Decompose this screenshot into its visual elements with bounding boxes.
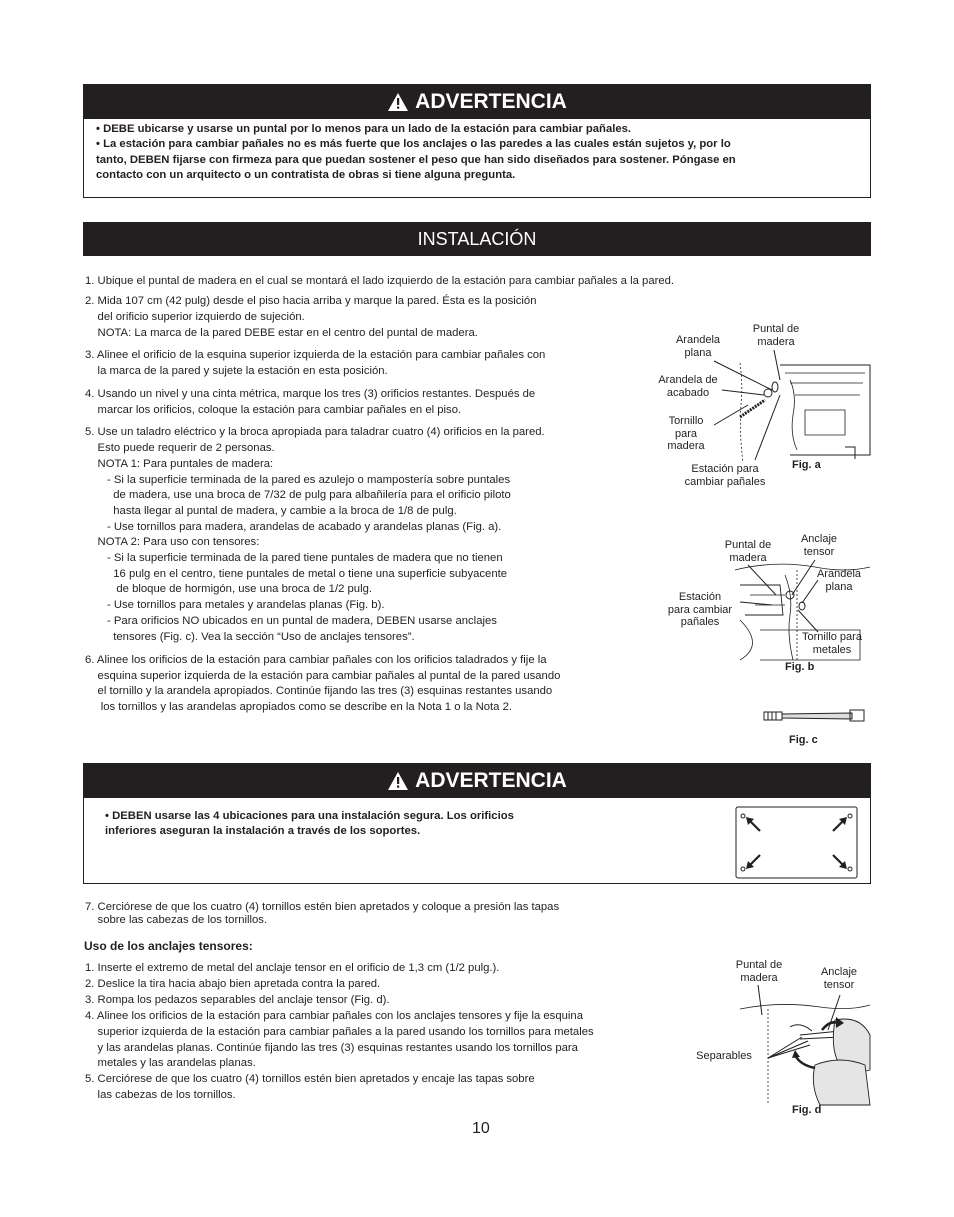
warning-header <box>84 764 870 798</box>
warning-line: contacto con un arquitecto o un contratista de obras si tiene alguna pregunta. <box>96 169 516 182</box>
step-line: 3. Rompa los pedazos separables del anclaje tensor (Fig. d). <box>85 994 390 1006</box>
fig-d-caption: Fig. d <box>792 1104 822 1116</box>
step-line: 3. Alinee el orificio de la esquina superior izquierda de la estación para cambiar pañales con <box>85 349 546 361</box>
step-line: - Use tornillos para madera, arandelas de acabado y arandelas planas (Fig. a). <box>85 521 502 533</box>
page-number: 10 <box>472 1120 490 1137</box>
step-line: superior izquierda de la estación para cambiar pañales a la pared usando los tornillos para metales <box>85 1026 594 1038</box>
step-line: 1. Ubique el puntal de madera en el cual se montará el lado izquierdo de la estación para cambiar pañales a la pared. <box>85 275 675 287</box>
step-line: NOTA 2: Para uso con tensores: <box>85 536 260 548</box>
step-line: 5. Cerciórese de que los cuatro (4) tornillos estén bien apretados y encaje las tapas sobre <box>85 1073 535 1085</box>
step-line: y las arandelas planas. Continúe fijando las tres (3) esquinas restantes usando los tornillos para <box>85 1042 578 1054</box>
step-line: sobre las cabezas de los tornillos. <box>85 914 268 926</box>
step-line: 1. Inserte el extremo de metal del anclaje tensor en el orificio de 1,3 cm (1/2 pulg.). <box>85 962 500 974</box>
step-line: 4. Usando un nivel y una cinta métrica, marque los tres (3) orificios restantes. Después de <box>85 388 536 400</box>
step-line: hasta llegar al puntal de madera, y cambie a la broca de 1/8 de pulg. <box>85 505 457 517</box>
warning-line: • DEBE ubicarse y usarse un puntal por lo menos para un lado de la estación para cambiar pañales. <box>96 123 632 135</box>
section-header-instalacion <box>83 222 871 256</box>
warning-box-bottom <box>83 763 871 884</box>
step-line: metales y las arandelas planas. <box>85 1057 256 1069</box>
step-line: marcar los orificios, coloque la estación para cambiar pañales en el piso. <box>85 404 462 416</box>
step-line: los tornillos y las arandelas apropiados como se describe en la Nota 1 o la Nota 2. <box>85 701 513 713</box>
step-line: 2. Mida 107 cm (42 pulg) desde el piso hacia arriba y marque la pared. Ésta es la posición <box>85 295 537 307</box>
step-line: - Use tornillos para metales y arandelas planas (Fig. b). <box>85 599 385 611</box>
step-line: 2. Deslice la tira hacia abajo bien apretada contra la pared. <box>85 978 381 990</box>
warning-header <box>84 85 870 119</box>
label-puntal-de-madera-b: Puntal de madera <box>724 539 772 564</box>
label-puntal-de-madera: Puntal de madera <box>752 323 800 348</box>
label-arandela-plana: Arandela plana <box>675 334 721 359</box>
step-line: 4. Alinee los orificios de la estación para cambiar pañales con los anclajes tensores y fije la esquina <box>85 1010 583 1022</box>
label-separables: Separables <box>696 1050 752 1062</box>
step-line: de bloque de hormigón, use una broca de 1/2 pulg. <box>85 583 373 595</box>
step-line: de madera, use una broca de 7/32 de pulg para albañilería para el orificio piloto <box>85 489 511 501</box>
step-line: del orificio superior izquierdo de sujeción. <box>85 311 305 323</box>
step-line: Esto puede requerir de 2 personas. <box>85 442 275 454</box>
step-line: 6. Alinee los orificios de la estación para cambiar pañales con los orificios taladrados y fije la <box>85 654 547 666</box>
step-line: esquina superior izquierda de la estación para cambiar pañales al puntal de la pared usando <box>85 670 561 682</box>
step-line: NOTA 1: Para puntales de madera: <box>85 458 274 470</box>
step-line: las cabezas de los tornillos. <box>85 1089 236 1101</box>
anchors-heading: Uso de los anclajes tensores: <box>84 939 253 953</box>
label-anclaje-tensor-b: Anclaje tensor <box>800 533 838 558</box>
label-estacion-b: Estación para cambiar pañales <box>667 591 733 628</box>
warning-triangle-icon <box>387 771 409 791</box>
warning-line: tanto, DEBEN fijarse con firmeza para que puedan sostener el peso que han sido diseñados para sostener. Póngase en <box>96 153 736 166</box>
label-anclaje-tensor-d: Anclaje tensor <box>820 966 858 991</box>
fig-b-caption: Fig. b <box>785 661 815 673</box>
step-line: - Si la superficie terminada de la pared es azulejo o mampostería sobre puntales <box>85 474 511 486</box>
warning-title: ADVERTENCIA <box>415 90 567 113</box>
warning-title: ADVERTENCIA <box>415 769 567 792</box>
warning-box-top <box>83 84 871 198</box>
warning-line: inferiores aseguran la instalación a través de los soportes. <box>105 825 421 838</box>
label-arandela-de-acabado: Arandela de acabado <box>658 374 718 399</box>
step-line: la marca de la pared y sujete la estación en esta posición. <box>85 365 388 377</box>
label-estacion-para-cambiar: Estación para cambiar pañales <box>684 463 766 488</box>
label-puntal-de-madera-d: Puntal de madera <box>735 959 783 984</box>
section-title: INSTALACIÓN <box>417 228 537 249</box>
step-line: el tornillo y la arandela apropiados. Continúe fijando las tres (3) esquinas restantes usando <box>85 685 553 697</box>
label-tornillo-para-madera: Tornillo para madera <box>667 415 705 452</box>
figure-c-toggle-anchor <box>762 708 868 724</box>
step-line: 5. Use un taladro eléctrico y la broca apropiada para taladrar cuatro (4) orificios en la pared. <box>85 426 545 438</box>
figure-a-leaders <box>700 340 810 470</box>
warning-line: • La estación para cambiar pañales no es más fuerte que los anclajes o las paredes a las cuales están sujetos y, por lo <box>96 138 731 151</box>
warning-triangle-icon <box>387 92 409 112</box>
label-arandela-plana-b: Arandela plana <box>816 568 862 593</box>
warning-line: • DEBEN usarse las 4 ubicaciones para una instalación segura. Los orificios <box>105 810 514 822</box>
step-line: tensores (Fig. c). Vea la sección “Uso de anclajes tensores”. <box>85 631 415 643</box>
label-tornillo-metales-b: Tornillo para metales <box>802 631 862 656</box>
fig-a-caption: Fig. a <box>792 459 821 471</box>
step-line: - Para orificios NO ubicados en un puntal de madera, DEBEN usarse anclajes <box>85 615 497 627</box>
step-line: 7. Cerciórese de que los cuatro (4) tornillos estén bien apretados y coloque a presión las tapas <box>85 901 560 913</box>
fig-c-caption: Fig. c <box>789 734 818 746</box>
mounting-locations-diagram <box>734 805 859 880</box>
step-line: 16 pulg en el centro, tiene puntales de metal o tiene una superficie subyacente <box>85 568 508 580</box>
step-line: - Si la superficie terminada de la pared tiene puntales de madera que no tienen <box>85 552 503 564</box>
step-line: NOTA: La marca de la pared DEBE estar en el centro del puntal de madera. <box>85 327 478 339</box>
